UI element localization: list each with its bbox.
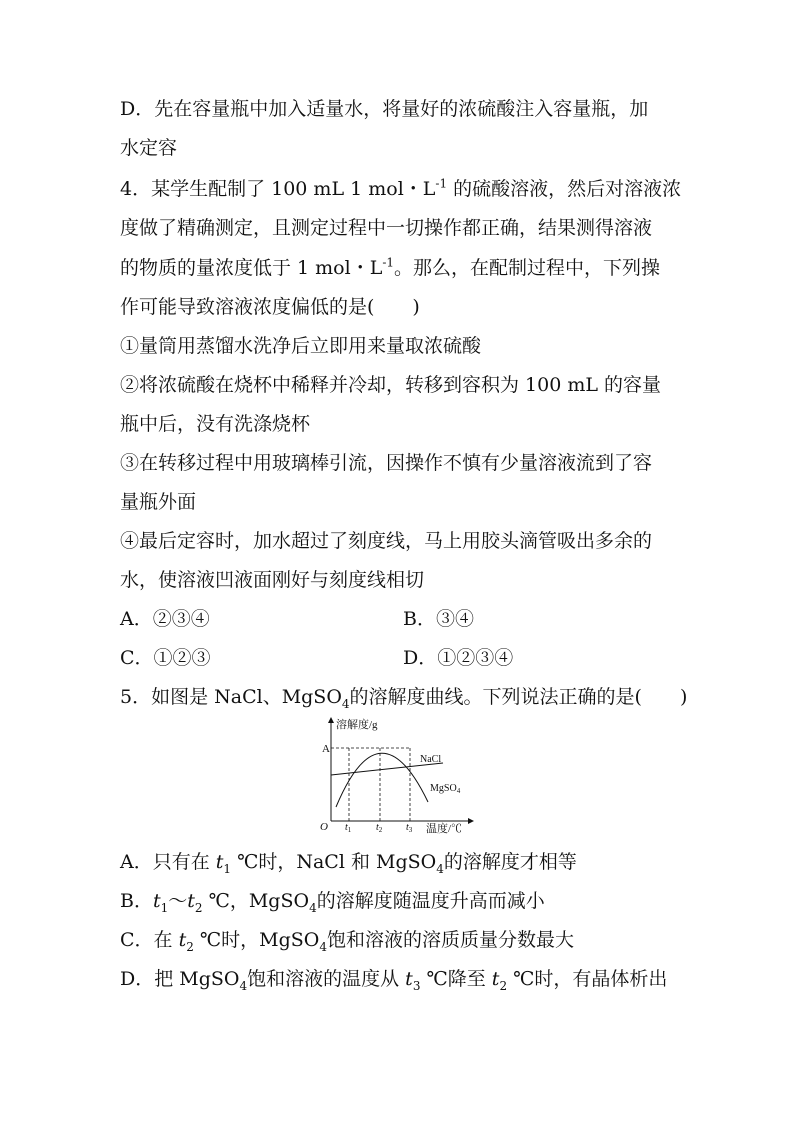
solubility-curve-figure xyxy=(318,712,478,836)
q4-option-d: D．①②③④ xyxy=(403,647,514,669)
mgso4-curve xyxy=(336,753,428,807)
q4-stem-line1: 4．某学生配制了 100 mL 1 mol・$L^{-1}$ 的硫酸溶液，然后对溶液浓 xyxy=(120,176,682,200)
t1-label: $t_1$ xyxy=(345,822,352,834)
x-axis-label: 温度/℃ xyxy=(426,823,463,835)
q4-item-3-line2: 量瓶外面 xyxy=(120,491,197,513)
q5-option-a: A．只有在 $t_1$ ℃时，NaCl 和 MgSO$_4$的溶解度才相等 xyxy=(120,851,577,876)
mgso4-label: MgSO$_4$ xyxy=(430,783,461,795)
q4-item-2-line2: 瓶中后，没有洗涤烧杯 xyxy=(120,413,311,435)
q5-option-c: C．在 $t_2$ ℃时，MgSO$_4$饱和溶液的溶质质量分数最大 xyxy=(120,929,575,954)
q4-option-b: B．③④ xyxy=(403,608,474,630)
q3-option-d-line2: 水定容 xyxy=(120,137,178,159)
t3-label: $t_3$ xyxy=(406,822,413,834)
q4-item-1: ①量筒用蒸馏水洗净后立即用来量取浓硫酸 xyxy=(120,335,482,357)
q5-option-d: D．把 MgSO$_4$饱和溶液的温度从 $t_3$ ℃降至 $t_2$ ℃时，有晶体析出 xyxy=(120,968,668,993)
origin-label: O xyxy=(320,821,328,833)
q4-item-4-line2: 水，使溶液凹液面刚好与刻度线相切 xyxy=(120,569,425,591)
q5-stem: 5．如图是 NaCl、MgSO$_4$的溶解度曲线。下列说法正确的是( ) xyxy=(120,686,688,711)
q4-item-4-line1: ④最后定容时，加水超过了刻度线，马上用胶头滴管吸出多余的 xyxy=(120,530,653,552)
q4-option-a: A．②③④ xyxy=(120,608,210,630)
y-axis-label: 溶解度/g xyxy=(336,719,378,731)
a-label: A xyxy=(322,743,330,755)
nacl-label: NaCl xyxy=(420,754,442,765)
q4-stem-line3: 的物质的量浓度低于 1 mol・$L^{-1}$。那么，在配制过程中，下列操 xyxy=(120,255,661,279)
q5-option-b: B．$t_1\sim t_2$ ℃，MgSO$_4$的溶解度随温度升高而减小 xyxy=(120,890,545,915)
q4-item-2-line1: ②将浓硫酸在烧杯中稀释并冷却，转移到容积为 100 mL 的容量 xyxy=(120,374,662,396)
q4-item-3-line1: ③在转移过程中用玻璃棒引流，因操作不慎有少量溶液流到了容 xyxy=(120,452,653,474)
q4-stem-line2: 度做了精确测定，且测定过程中一切操作都正确，结果测得溶液 xyxy=(120,217,653,239)
q3-option-d-line1: D．先在容量瓶中加入适量水，将量好的浓硫酸注入容量瓶，加 xyxy=(120,98,649,120)
q4-option-c: C．①②③ xyxy=(120,647,211,669)
t2-label: $t_2$ xyxy=(376,822,383,834)
q4-stem-line4: 作可能导致溶液浓度偏低的是( ) xyxy=(120,296,420,318)
